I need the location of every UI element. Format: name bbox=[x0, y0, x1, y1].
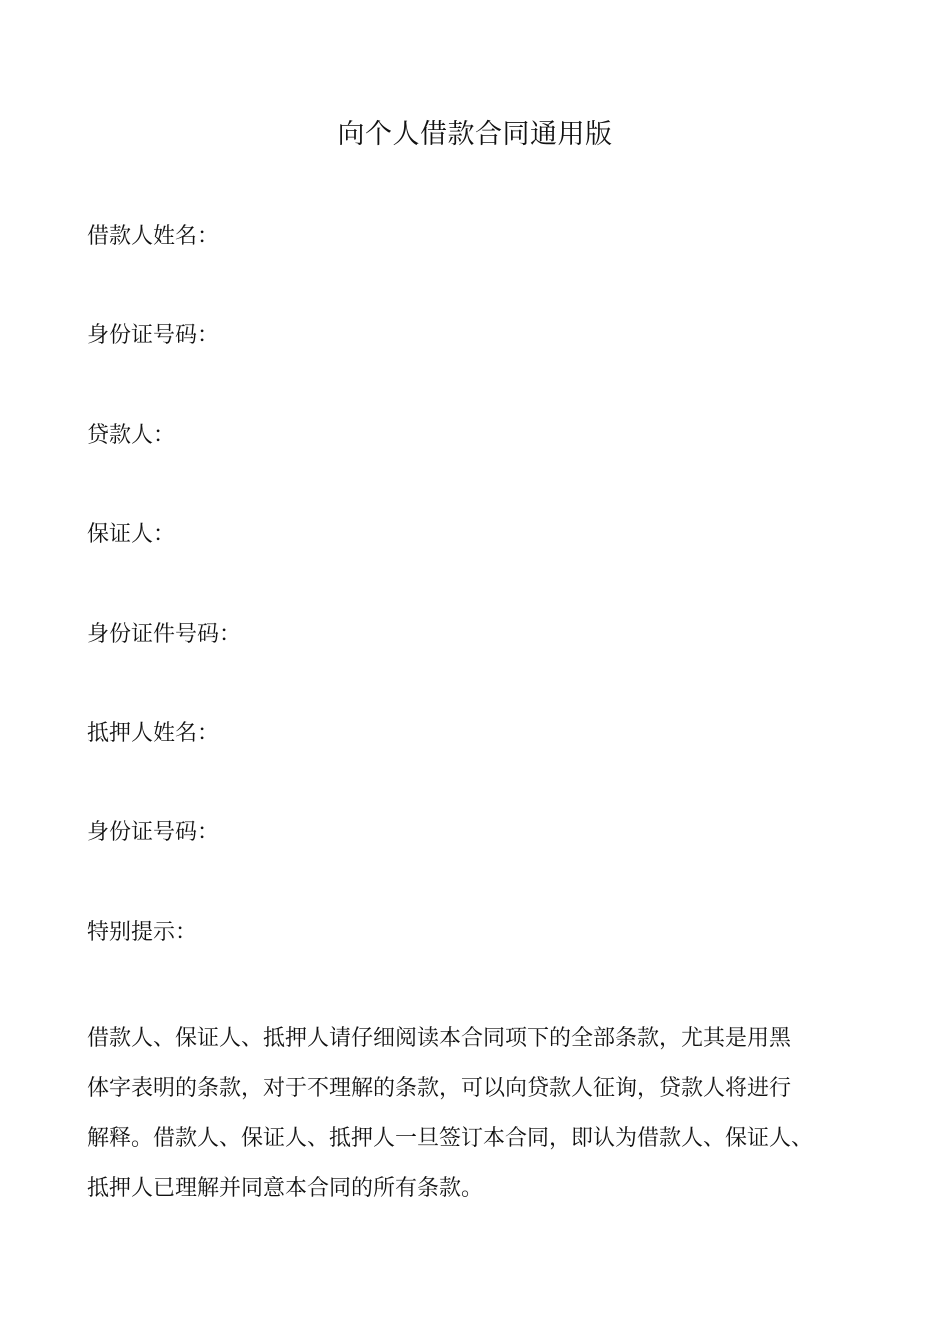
page-title: 向个人借款合同通用版 bbox=[337, 119, 613, 150]
guarantor-id-number-label: 身份证件号码： bbox=[87, 622, 242, 647]
guarantor-label: 保证人： bbox=[87, 522, 176, 547]
special-notice-heading: 特别提示： bbox=[87, 920, 198, 945]
notice-line: 借款人、保证人、抵押人请仔细阅读本合同项下的全部条款，尤其是用黑 bbox=[87, 1026, 792, 1051]
mortgagor-name-label: 抵押人姓名： bbox=[87, 721, 220, 746]
special-notice-paragraph bbox=[87, 1014, 879, 1214]
mortgagor-id-number-label: 身份证号码： bbox=[87, 820, 220, 845]
notice-line: 解释。借款人、保证人、抵押人一旦签订本合同，即认为借款人、保证人、 bbox=[87, 1126, 814, 1151]
lender-label: 贷款人： bbox=[87, 423, 176, 448]
notice-line: 体字表明的条款，对于不理解的条款，可以向贷款人征询，贷款人将进行 bbox=[87, 1076, 792, 1101]
borrower-name-label: 借款人姓名： bbox=[87, 224, 220, 249]
notice-line: 抵押人已理解并同意本合同的所有条款。 bbox=[87, 1176, 484, 1201]
borrower-id-number-label: 身份证号码： bbox=[87, 323, 220, 348]
